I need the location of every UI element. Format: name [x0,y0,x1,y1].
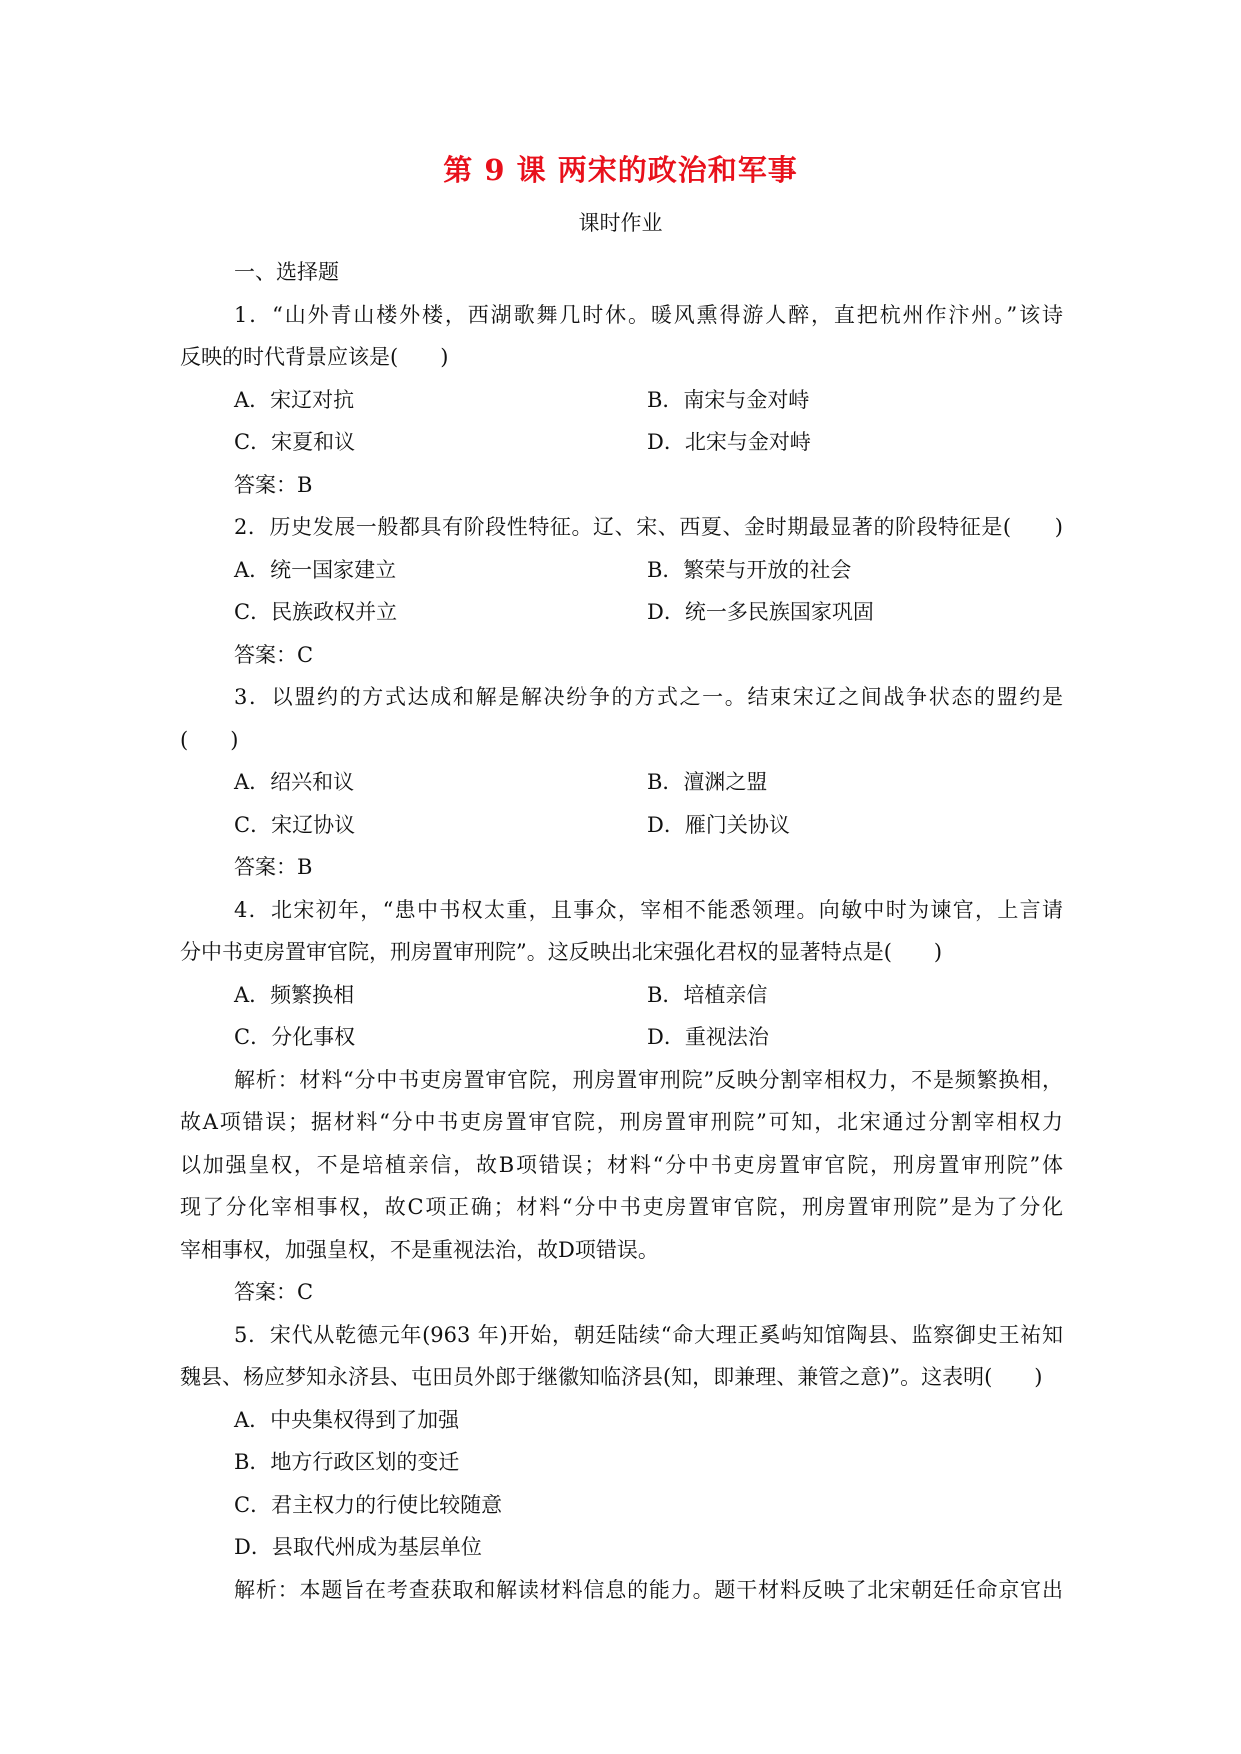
question-1-option-c: C．宋夏和议 [234,430,356,454]
document-body [180,251,1063,1611]
question-5-stem-line-2: 魏县、杨应梦知永济县、屯田员外郎于继徽知临济县(知，即兼理、兼管之意)”。这表明( ) [180,1365,1043,1389]
question-3-answer: 答案：B [234,855,313,879]
question-5-option-b: B．地方行政区划的变迁 [234,1450,460,1474]
question-2-options-row-1 [180,549,1063,592]
question-4-option-a: A．频繁换相 [234,982,355,1007]
question-4-option-c: C．分化事权 [234,1025,356,1049]
question-4-option-b: B．培植亲信 [647,982,768,1007]
question-4-options-row-2 [180,1016,1063,1059]
question-4-analysis-line-1: 解析：材料“分中书吏房置审官院，刑房置审刑院”反映分割宰相权力，不是频繁换相， [234,1067,1063,1092]
question-1-option-a: A．宋辽对抗 [234,387,355,412]
question-5-option-c: C．君主权力的行使比较随意 [234,1492,503,1517]
question-1-stem-line-2: 反映的时代背景应该是( ) [180,345,449,369]
question-1-option-d: D．北宋与金对峙 [647,430,811,454]
question-1-answer: 答案：B [234,472,313,497]
question-4-option-d: D．重视法治 [647,1025,769,1049]
question-5-option-a: A．中央集权得到了加强 [234,1407,460,1432]
question-4-analysis-line-5: 宰相事权，加强皇权，不是重视法治，故D项错误。 [180,1237,659,1262]
question-3-option-a: A．绍兴和议 [234,770,355,794]
question-2-stem-line-1: 2．历史发展一般都具有阶段性特征。辽、宋、西夏、金时期最显著的阶段特征是( ) [234,515,1063,539]
question-4-analysis-line-2: 故A项错误；据材料“分中书吏房置审官院，刑房置审刑院”可知，北宋通过分割宰相权力 [180,1110,1063,1134]
question-2-answer: 答案：C [234,642,314,667]
question-3-stem-line-2: ( ) [180,727,239,752]
question-3-stem-line-1: 3．以盟约的方式达成和解是解决纷争的方式之一。结束宋辽之间战争状态的盟约是 [234,685,1063,709]
question-2-option-b: B．繁荣与开放的社会 [647,557,852,582]
question-4-stem-line-1: 4．北宋初年，“患中书权太重，且事众，宰相不能悉领理。向敏中时为谏官，上言请 [234,897,1063,922]
section-heading: 一、选择题 [234,260,339,284]
question-3-options-row-1 [180,761,1063,804]
question-4-analysis-line-4: 现了分化宰相事权，故C项正确；材料“分中书吏房置审官院，刑房置审刑院”是为了分化 [180,1195,1063,1219]
question-5-stem-line-1: 5．宋代从乾德元年(963 年)开始，朝廷陆续“命大理正奚屿知馆陶县、监察御史王祐知 [234,1322,1063,1347]
question-1-options-row-1 [180,379,1063,422]
question-3-option-c: C．宋辽协议 [234,812,356,837]
page-subtitle: 课时作业 [578,211,663,235]
question-3-option-d: D．雁门关协议 [647,812,790,837]
question-2-option-d: D．统一多民族国家巩固 [647,600,874,624]
page-title: 第 9 课 两宋的政治和军事 [443,153,798,187]
question-3-option-b: B．澶渊之盟 [647,770,768,794]
question-1-stem-line-1: 1．“山外青山楼外楼，西湖歌舞几时休。暖风熏得游人醉，直把杭州作汴州。”该诗 [234,302,1063,327]
question-3-options-row-2 [180,804,1063,847]
question-4-analysis-line-3: 以加强皇权，不是培植亲信，故B项错误；材料“分中书吏房置审官院，刑房置审刑院”体 [180,1152,1063,1177]
question-2-option-a: A．统一国家建立 [234,557,397,582]
question-1-option-b: B．南宋与金对峙 [647,387,810,412]
question-5-analysis-line-1: 解析：本题旨在考查获取和解读材料信息的能力。题干材料反映了北宋朝廷任命京官出 [234,1577,1063,1602]
question-2-options-row-2 [180,591,1063,634]
question-1-options-row-2 [180,421,1063,464]
question-4-stem-line-2: 分中书吏房置审官院，刑房置审刑院”。这反映出北宋强化君权的显著特点是( ) [180,940,943,964]
question-4-answer: 答案：C [234,1280,314,1304]
question-5-option-d: D．县取代州成为基层单位 [234,1535,482,1559]
question-4-options-row-1 [180,974,1063,1017]
question-2-option-c: C．民族政权并立 [234,600,398,624]
